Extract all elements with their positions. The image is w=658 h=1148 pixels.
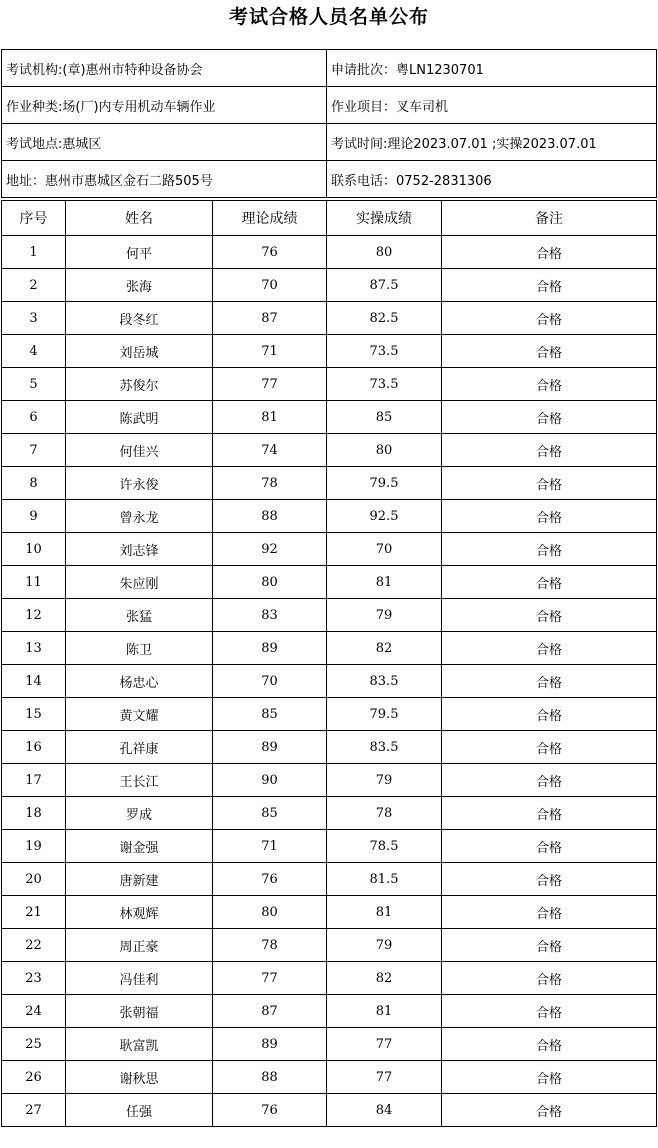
cell-theory-score: 71	[213, 830, 327, 863]
cell-theory-score: 88	[213, 500, 327, 533]
page-title: 考试合格人员名单公布	[228, 6, 429, 28]
cell-note: 合格	[442, 500, 657, 533]
column-header-no: 序号	[2, 201, 66, 236]
cell-practice-score: 83.5	[327, 665, 442, 698]
table-row	[2, 368, 657, 401]
table-row	[2, 500, 657, 533]
cell-practice-score: 85	[327, 401, 442, 434]
cell-name: 许永俊	[66, 467, 213, 500]
cell-note: 合格	[442, 401, 657, 434]
table-row	[2, 929, 657, 962]
cell-note: 合格	[442, 1094, 657, 1127]
operation-item: 作业项目：叉车司机	[327, 87, 657, 124]
contact-phone: 联系电话：0752-2831306	[327, 161, 657, 198]
application-batch: 申请批次：粤LN1230701	[327, 50, 657, 87]
table-row	[2, 797, 657, 830]
cell-theory-score: 70	[213, 665, 327, 698]
info-row	[2, 87, 657, 124]
table-row	[2, 1028, 657, 1061]
cell-no: 26	[2, 1061, 66, 1094]
cell-theory-score: 76	[213, 236, 327, 269]
cell-note: 合格	[442, 599, 657, 632]
column-header-note: 备注	[442, 201, 657, 236]
cell-note: 合格	[442, 830, 657, 863]
table-row	[2, 764, 657, 797]
cell-name: 唐新建	[66, 863, 213, 896]
exam-institution: 考试机构:(章)惠州市特种设备协会	[2, 50, 327, 87]
table-row	[2, 995, 657, 1028]
cell-name: 朱应刚	[66, 566, 213, 599]
cell-name: 刘志锋	[66, 533, 213, 566]
cell-practice-score: 82	[327, 632, 442, 665]
cell-practice-score: 78	[327, 797, 442, 830]
cell-no: 23	[2, 962, 66, 995]
cell-note: 合格	[442, 302, 657, 335]
cell-no: 4	[2, 335, 66, 368]
table-row	[2, 698, 657, 731]
table-row	[2, 863, 657, 896]
cell-no: 22	[2, 929, 66, 962]
cell-practice-score: 79	[327, 929, 442, 962]
cell-practice-score: 79.5	[327, 467, 442, 500]
table-row	[2, 467, 657, 500]
exam-time: 考试时间:理论2023.07.01 ;实操2023.07.01	[327, 124, 657, 161]
cell-name: 黄文耀	[66, 698, 213, 731]
cell-no: 11	[2, 566, 66, 599]
cell-no: 25	[2, 1028, 66, 1061]
table-row	[2, 236, 657, 269]
cell-note: 合格	[442, 1061, 657, 1094]
cell-practice-score: 79	[327, 599, 442, 632]
cell-practice-score: 80	[327, 434, 442, 467]
cell-name: 张海	[66, 269, 213, 302]
column-header-name: 姓名	[66, 201, 213, 236]
cell-practice-score: 82	[327, 962, 442, 995]
table-row	[2, 434, 657, 467]
table-row	[2, 599, 657, 632]
cell-practice-score: 77	[327, 1061, 442, 1094]
cell-name: 耿富凯	[66, 1028, 213, 1061]
table-row	[2, 533, 657, 566]
column-header-theory: 理论成绩	[213, 201, 327, 236]
exam-location: 考试地点:惠城区	[2, 124, 327, 161]
cell-name: 谢金强	[66, 830, 213, 863]
table-row	[2, 302, 657, 335]
cell-name: 张朝福	[66, 995, 213, 1028]
cell-no: 12	[2, 599, 66, 632]
cell-note: 合格	[442, 698, 657, 731]
cell-theory-score: 76	[213, 863, 327, 896]
cell-theory-score: 83	[213, 599, 327, 632]
column-header-practice: 实操成绩	[327, 201, 442, 236]
cell-theory-score: 78	[213, 929, 327, 962]
cell-note: 合格	[442, 632, 657, 665]
cell-no: 8	[2, 467, 66, 500]
address: 地址：惠州市惠城区金石二路505号	[2, 161, 327, 198]
cell-note: 合格	[442, 665, 657, 698]
cell-no: 2	[2, 269, 66, 302]
cell-theory-score: 70	[213, 269, 327, 302]
cell-note: 合格	[442, 797, 657, 830]
exam-info-table	[1, 49, 657, 198]
cell-name: 张猛	[66, 599, 213, 632]
operation-category: 作业种类:场(厂)内专用机动车辆作业	[2, 87, 327, 124]
table-row	[2, 665, 657, 698]
cell-no: 17	[2, 764, 66, 797]
cell-theory-score: 90	[213, 764, 327, 797]
cell-theory-score: 77	[213, 368, 327, 401]
cell-practice-score: 81	[327, 566, 442, 599]
cell-no: 19	[2, 830, 66, 863]
cell-theory-score: 87	[213, 302, 327, 335]
cell-no: 1	[2, 236, 66, 269]
cell-no: 18	[2, 797, 66, 830]
cell-theory-score: 78	[213, 467, 327, 500]
cell-theory-score: 76	[213, 1094, 327, 1127]
cell-theory-score: 71	[213, 335, 327, 368]
cell-note: 合格	[442, 863, 657, 896]
cell-name: 段冬红	[66, 302, 213, 335]
table-row	[2, 401, 657, 434]
cell-practice-score: 79.5	[327, 698, 442, 731]
cell-no: 20	[2, 863, 66, 896]
cell-note: 合格	[442, 995, 657, 1028]
cell-no: 9	[2, 500, 66, 533]
cell-practice-score: 81	[327, 896, 442, 929]
score-table-body	[2, 236, 657, 1127]
table-row	[2, 830, 657, 863]
cell-theory-score: 89	[213, 632, 327, 665]
cell-note: 合格	[442, 896, 657, 929]
cell-note: 合格	[442, 764, 657, 797]
cell-name: 任强	[66, 1094, 213, 1127]
cell-name: 刘岳城	[66, 335, 213, 368]
cell-no: 10	[2, 533, 66, 566]
cell-name: 周正豪	[66, 929, 213, 962]
cell-no: 16	[2, 731, 66, 764]
cell-practice-score: 87.5	[327, 269, 442, 302]
cell-practice-score: 70	[327, 533, 442, 566]
cell-practice-score: 80	[327, 236, 442, 269]
cell-practice-score: 77	[327, 1028, 442, 1061]
cell-practice-score: 92.5	[327, 500, 442, 533]
cell-name: 陈卫	[66, 632, 213, 665]
info-row	[2, 124, 657, 161]
cell-practice-score: 81.5	[327, 863, 442, 896]
cell-no: 3	[2, 302, 66, 335]
cell-note: 合格	[442, 533, 657, 566]
table-header-row	[2, 201, 657, 236]
cell-note: 合格	[442, 731, 657, 764]
cell-name: 林观辉	[66, 896, 213, 929]
cell-note: 合格	[442, 962, 657, 995]
table-row	[2, 731, 657, 764]
cell-name: 杨忠心	[66, 665, 213, 698]
cell-name: 孔祥康	[66, 731, 213, 764]
cell-note: 合格	[442, 236, 657, 269]
cell-note: 合格	[442, 1028, 657, 1061]
cell-practice-score: 78.5	[327, 830, 442, 863]
cell-name: 何佳兴	[66, 434, 213, 467]
cell-theory-score: 85	[213, 797, 327, 830]
cell-practice-score: 81	[327, 995, 442, 1028]
cell-no: 24	[2, 995, 66, 1028]
cell-practice-score: 84	[327, 1094, 442, 1127]
score-table	[1, 200, 657, 1127]
cell-theory-score: 89	[213, 1028, 327, 1061]
cell-theory-score: 81	[213, 401, 327, 434]
cell-practice-score: 73.5	[327, 335, 442, 368]
cell-practice-score: 73.5	[327, 368, 442, 401]
cell-note: 合格	[442, 368, 657, 401]
cell-note: 合格	[442, 269, 657, 302]
table-row	[2, 1061, 657, 1094]
cell-theory-score: 74	[213, 434, 327, 467]
cell-theory-score: 88	[213, 1061, 327, 1094]
table-row	[2, 269, 657, 302]
cell-name: 何平	[66, 236, 213, 269]
table-row	[2, 335, 657, 368]
cell-no: 7	[2, 434, 66, 467]
cell-no: 15	[2, 698, 66, 731]
cell-name: 王长江	[66, 764, 213, 797]
cell-note: 合格	[442, 566, 657, 599]
cell-theory-score: 92	[213, 533, 327, 566]
cell-name: 罗成	[66, 797, 213, 830]
cell-note: 合格	[442, 467, 657, 500]
cell-name: 谢秋思	[66, 1061, 213, 1094]
cell-name: 陈武明	[66, 401, 213, 434]
cell-theory-score: 85	[213, 698, 327, 731]
table-row	[2, 1094, 657, 1127]
cell-theory-score: 77	[213, 962, 327, 995]
cell-note: 合格	[442, 434, 657, 467]
table-row	[2, 632, 657, 665]
cell-no: 13	[2, 632, 66, 665]
cell-no: 5	[2, 368, 66, 401]
info-row	[2, 50, 657, 87]
cell-no: 6	[2, 401, 66, 434]
cell-name: 曾永龙	[66, 500, 213, 533]
table-row	[2, 962, 657, 995]
cell-practice-score: 79	[327, 764, 442, 797]
cell-theory-score: 80	[213, 566, 327, 599]
cell-practice-score: 82.5	[327, 302, 442, 335]
cell-no: 21	[2, 896, 66, 929]
table-row	[2, 896, 657, 929]
cell-name: 苏俊尔	[66, 368, 213, 401]
cell-note: 合格	[442, 335, 657, 368]
cell-theory-score: 80	[213, 896, 327, 929]
table-row	[2, 566, 657, 599]
cell-no: 27	[2, 1094, 66, 1127]
cell-name: 冯佳利	[66, 962, 213, 995]
info-row	[2, 161, 657, 198]
cell-no: 14	[2, 665, 66, 698]
cell-theory-score: 87	[213, 995, 327, 1028]
cell-practice-score: 83.5	[327, 731, 442, 764]
cell-note: 合格	[442, 929, 657, 962]
cell-theory-score: 89	[213, 731, 327, 764]
